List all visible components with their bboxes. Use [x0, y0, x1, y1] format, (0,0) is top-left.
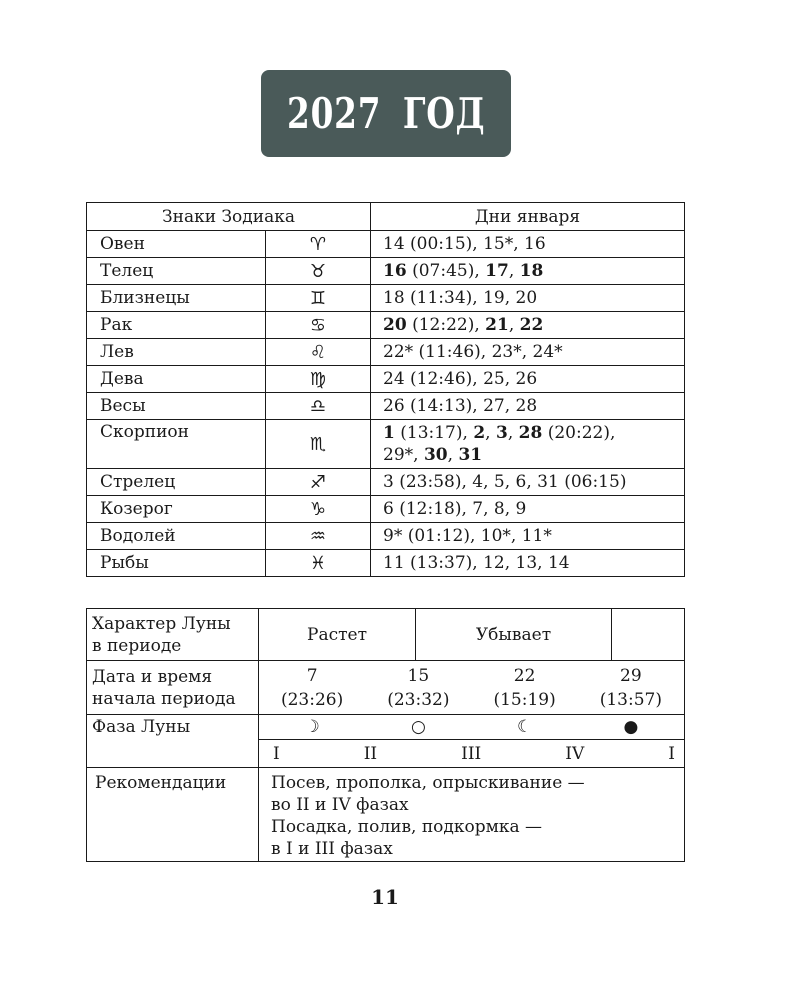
zodiac-symbol-icon: ♏︎	[266, 420, 371, 469]
moon-character-label	[87, 609, 259, 661]
moon-phase-icons-cell	[259, 715, 685, 740]
zodiac-row	[87, 393, 685, 420]
zodiac-days	[371, 366, 685, 393]
zodiac-days	[371, 312, 685, 339]
first-quarter-moon-icon: ☽	[304, 717, 320, 737]
zodiac-days	[371, 523, 685, 550]
recommendation-line: Посев, прополка, опрыскивание —	[271, 773, 585, 793]
zodiac-day-text: (07:45),	[406, 261, 486, 281]
waning-cell: Убывает	[416, 609, 612, 661]
zodiac-day-bold: 1	[383, 423, 395, 443]
zodiac-day-bold: 28	[518, 423, 543, 443]
zodiac-days	[371, 469, 685, 496]
zodiac-sign-name: Овен	[87, 231, 266, 258]
page-number: 11	[371, 885, 399, 909]
zodiac-row	[87, 420, 685, 469]
moon-character-label-line1: Характер Луны	[92, 613, 231, 634]
zodiac-days	[371, 393, 685, 420]
moon-period-day: 7	[306, 665, 318, 686]
recommendations-row	[87, 768, 685, 862]
recommendation-line: Посадка, полив, подкормка —	[271, 817, 542, 837]
zodiac-row	[87, 339, 685, 366]
zodiac-table	[86, 202, 685, 577]
zodiac-day-bold: 31	[458, 445, 483, 465]
zodiac-day-text: (12:22),	[406, 315, 486, 335]
zodiac-day-text: 22* (11:46), 23*, 24*	[383, 342, 563, 362]
zodiac-day-text: 11 (13:37), 12, 13, 14	[383, 553, 570, 573]
zodiac-sign-name: Скорпион	[87, 420, 266, 469]
moon-phase-number: II	[363, 743, 378, 764]
moon-phase-label: Фаза Луны	[87, 715, 259, 740]
moon-phase-number: I	[668, 743, 675, 764]
zodiac-symbol-icon: ♌︎	[266, 339, 371, 366]
zodiac-day-text: (13:17),	[394, 423, 474, 443]
zodiac-sign-name: Телец	[87, 258, 266, 285]
zodiac-symbol-icon: ♉︎	[266, 258, 371, 285]
moon-phase-icons	[259, 717, 684, 737]
zodiac-symbol-icon: ♈︎	[266, 231, 371, 258]
moon-period-date	[472, 664, 578, 712]
recommendation-line: в I и III фазах	[271, 839, 393, 859]
zodiac-header-row	[87, 203, 685, 231]
zodiac-symbol-icon: ♐︎	[266, 469, 371, 496]
moon-dates-list	[259, 664, 684, 712]
zodiac-days	[371, 258, 685, 285]
zodiac-day-bold: 20	[383, 315, 407, 335]
zodiac-row	[87, 366, 685, 393]
zodiac-day-text: ,	[508, 261, 520, 281]
zodiac-sign-name: Весы	[87, 393, 266, 420]
moon-period-day: 22	[513, 665, 536, 686]
waxing-cell: Растет	[259, 609, 416, 661]
empty-cell	[612, 609, 685, 661]
moon-character-row	[87, 609, 685, 661]
moon-period-date	[259, 664, 365, 712]
zodiac-days	[371, 339, 685, 366]
moon-phase-number: III	[461, 743, 482, 764]
zodiac-day-bold: 2	[473, 423, 486, 443]
zodiac-symbol-icon: ♋︎	[266, 312, 371, 339]
zodiac-symbol-icon: ♊︎	[266, 285, 371, 312]
zodiac-day-bold: 18	[519, 261, 544, 281]
zodiac-days	[371, 496, 685, 523]
zodiac-row	[87, 496, 685, 523]
moon-table	[86, 608, 685, 862]
header-zodiac-signs: Знаки Зодиака	[87, 203, 371, 231]
moon-period-time: (15:19)	[493, 689, 556, 710]
full-moon-icon: ○	[410, 717, 426, 737]
moon-period-date	[365, 664, 471, 712]
zodiac-day-text: ,	[447, 445, 459, 465]
zodiac-sign-name: Рак	[87, 312, 266, 339]
zodiac-sign-name: Рыбы	[87, 550, 266, 577]
zodiac-sign-name: Водолей	[87, 523, 266, 550]
zodiac-row	[87, 258, 685, 285]
moon-phase-number: IV	[565, 743, 585, 764]
moon-dates-row	[87, 661, 685, 715]
moon-date-label	[87, 661, 259, 715]
zodiac-day-text: 14 (00:15), 15*, 16	[383, 234, 546, 254]
zodiac-day-text: 18 (11:34), 19, 20	[383, 288, 538, 308]
zodiac-sign-name: Дева	[87, 366, 266, 393]
zodiac-day-text: ,	[508, 315, 520, 335]
zodiac-day-bold: 22	[519, 315, 544, 335]
moon-phase-row	[87, 715, 685, 740]
header-january-days: Дни января	[371, 203, 685, 231]
moon-period-time: (23:26)	[280, 689, 344, 710]
zodiac-sign-name: Близнецы	[87, 285, 266, 312]
moon-phase-numbers-cell	[259, 740, 685, 768]
moon-phase-numbers-row	[87, 740, 685, 768]
zodiac-day-text: 6 (12:18), 7, 8, 9	[383, 499, 527, 519]
year-title-banner	[261, 70, 511, 157]
recommendations-label: Рекомендации	[87, 768, 259, 862]
new-moon-icon: ●	[623, 717, 639, 737]
moon-period-day: 29	[620, 665, 642, 686]
zodiac-day-bold: 17	[485, 261, 509, 281]
zodiac-sign-name: Лев	[87, 339, 266, 366]
zodiac-symbol-icon: ♎︎	[266, 393, 371, 420]
zodiac-day-text: (20:22),	[542, 423, 616, 443]
recommendations-text	[259, 768, 685, 862]
moon-phase-numbers	[259, 744, 684, 764]
moon-character-label-line2: в периоде	[92, 635, 182, 656]
last-quarter-moon-icon: ☾	[517, 717, 533, 737]
recommendation-line: во II и IV фазах	[271, 795, 409, 815]
zodiac-days	[371, 231, 685, 258]
zodiac-day-text: 26 (14:13), 27, 28	[383, 396, 538, 416]
zodiac-symbol-icon: ♒︎	[266, 523, 371, 550]
moon-date-label-line1: Дата и время	[92, 666, 213, 687]
zodiac-day-text: 29*,	[383, 445, 424, 465]
zodiac-sign-name: Козерог	[87, 496, 266, 523]
zodiac-symbol-icon: ♍︎	[266, 366, 371, 393]
zodiac-row	[87, 550, 685, 577]
zodiac-day-text: 24 (12:46), 25, 26	[383, 369, 538, 389]
zodiac-day-bold: 21	[485, 315, 509, 335]
zodiac-day-bold: 16	[383, 261, 407, 281]
zodiac-day-text: ,	[507, 423, 519, 443]
zodiac-row	[87, 523, 685, 550]
moon-phase-label-spacer	[87, 740, 259, 768]
moon-period-time: (13:57)	[599, 689, 662, 710]
zodiac-symbol-icon: ♑︎	[266, 496, 371, 523]
zodiac-row	[87, 285, 685, 312]
zodiac-day-text: 9* (01:12), 10*, 11*	[383, 526, 552, 546]
zodiac-days	[371, 550, 685, 577]
moon-dates-cell	[259, 661, 685, 715]
zodiac-row	[87, 312, 685, 339]
zodiac-row	[87, 231, 685, 258]
moon-date-label-line2: начала периода	[92, 688, 236, 709]
moon-phase-number: I	[273, 743, 280, 764]
moon-period-time: (23:32)	[387, 689, 450, 710]
moon-period-day: 15	[407, 665, 430, 686]
zodiac-day-bold: 30	[423, 445, 448, 465]
zodiac-symbol-icon: ♓︎	[266, 550, 371, 577]
year-title: 2027 ГОД	[286, 89, 486, 138]
zodiac-days	[371, 285, 685, 312]
zodiac-day-text: ,	[485, 423, 496, 443]
moon-period-date	[578, 664, 684, 712]
zodiac-day-bold: 3	[495, 423, 508, 443]
zodiac-row	[87, 469, 685, 496]
zodiac-sign-name: Стрелец	[87, 469, 266, 496]
zodiac-day-text: 3 (23:58), 4, 5, 6, 31 (06:15)	[383, 472, 627, 492]
zodiac-days	[371, 420, 685, 469]
